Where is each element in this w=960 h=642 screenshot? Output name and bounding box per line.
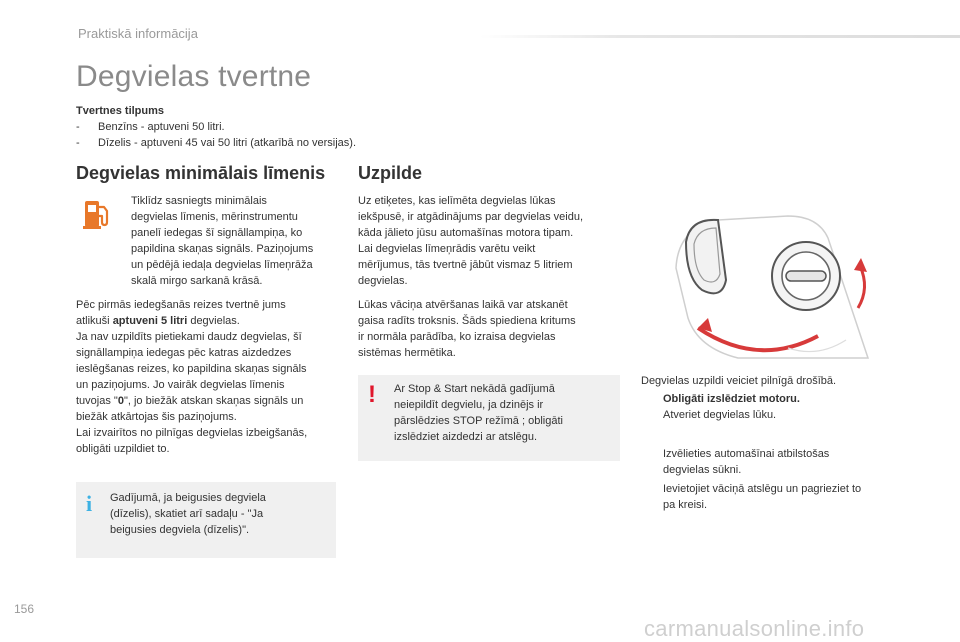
info-box [76,482,336,558]
text-line: degvielas. [358,275,408,287]
step-text: Atveriet degvielas lūku. [663,409,777,421]
text-span: degvielas. [187,315,240,327]
capacity-text: Dīzelis - aptuveni 45 vai 50 litri (atkarībā no versijas). [98,137,356,149]
min-level-intro [131,193,341,289]
text-bold: 0 [117,395,124,407]
step-choose-pump [641,446,941,478]
warning-box [358,375,620,461]
text-line: iekšpusē, ir atgādinājums par degvielas veidu, [358,211,584,223]
text-line: Pēc pirmās iedegšanās reizes tvertnē jums [76,299,286,311]
text-line [76,393,346,409]
text-line: Ar Stop & Start nekādā gadījumā [394,383,555,395]
text-line: signāllampiņa iedegas pēc katras aizdedzes [76,347,292,359]
text-span: ", jo biežāk atskan skaņas signāls un [123,395,304,407]
step-text: Ievietojiet vāciņā atslēgu un pagrieziet to [663,483,862,495]
refuel-heading: Uzpilde [358,163,423,183]
text-line: Tiklīdz sasniegts minimālais [131,195,267,207]
watermark: carmanualsonline.info [644,616,865,641]
text-line: panelī iedegas šī signāllampiņa, ko [131,227,303,239]
capacity-text: Benzīns - aptuveni 50 litri. [98,121,225,133]
warning-icon: ! [368,381,376,408]
text-line: Lai degvielas līmeņrādis varētu veikt [358,243,536,255]
text-line: obligāti uzpildiet to. [76,443,170,455]
refuel-para-1 [358,193,628,289]
section-label: Praktiskā informācija [78,26,198,41]
step-text: pa kreisi. [663,499,708,511]
fuel-flap-illustration [668,208,878,368]
warning-text [394,381,614,445]
header-rule [480,35,960,38]
text-line: Lai izvairītos no pilnīgas degvielas izbeigšanās, [76,427,308,439]
text-bold: aptuveni 5 litri [112,315,188,327]
step-stop-engine [641,391,941,407]
step-text: Izvēlieties automašīnai atbilstošas [663,448,830,460]
text-line: papildina skaņas signāls. Paziņojums [131,243,314,255]
capacity-dash: - [76,137,80,149]
step-text: degvielas sūkni. [663,464,742,476]
step-open-flap [641,407,941,423]
text-line: Gadījumā, ja beigusies degviela [110,492,266,504]
info-icon: i [86,491,93,516]
text-line: (dīzelis), skatiet arī sadaļu - "Ja [110,508,264,520]
text-line: gaisa radīts troksnis. Šāds spiediena kritums [358,315,576,327]
min-level-body [76,297,346,457]
text-line: Lūkas vāciņa atvēršanas laikā var atskanēt [358,299,568,311]
info-text [110,490,332,538]
text-line: neiepildīt degvielu, ja dzinējs ir [394,399,544,411]
text-line: Uz etiķetes, kas ielīmēta degvielas lūkas [358,195,556,207]
text-line: ieslēgšanas reizes, ko papildina skaņas signāls [76,363,307,375]
fuel-pump-icon [82,198,112,230]
step-insert-key [641,481,941,513]
capacity-dash: - [76,121,80,133]
capacity-item-diesel [76,137,356,149]
text-line: skalā mirgo sarkanā krāsā. [131,275,263,287]
min-level-heading: Degvielas minimālais līmenis [76,163,326,183]
text-line: mērījumus, tās tvertnē jābūt vismaz 5 litriem [358,259,573,271]
text-line: izslēdziet aizdedzi ar atslēgu. [394,431,538,443]
step-text: Obligāti izslēdziet motoru. [663,393,800,405]
capacity-heading: Tvertnes tilpums [76,105,165,117]
text-line: un paziņojums. Jo vairāk degvielas līmenis [76,379,285,391]
text-line: un pēdējā iedaļa degvielas līmeņrāža [131,259,313,271]
text-span: atlikuši [76,315,113,327]
text-line: Ja nav uzpildīts pietiekami daudz degvielas, šī [76,331,302,343]
text-line [76,313,346,329]
capacity-item-petrol [76,121,225,133]
text-line: kāda jālieto jūsu automašīnas motora tipam. [358,227,574,239]
page-title: Degvielas tvertne [76,60,312,93]
text-line: biežāk atkārtojas šis paziņojums. [76,411,237,423]
text-line: pārslēdzies STOP režīmā ; obligāti [394,415,563,427]
text-line: sistēmas hermētika. [358,347,456,359]
text-line: beigusies degviela (dīzelis)". [110,524,250,536]
text-span: tuvojas " [76,395,118,407]
refuel-para-2 [358,297,628,361]
text-line: degvielas līmenis, mērinstrumentu [131,211,298,223]
page-number: 156 [14,602,35,616]
steps-intro: Degvielas uzpildi veiciet pilnīgā drošībā. [641,375,837,387]
text-line: ir normāla parādība, ko izraisa degvielas [358,331,556,343]
